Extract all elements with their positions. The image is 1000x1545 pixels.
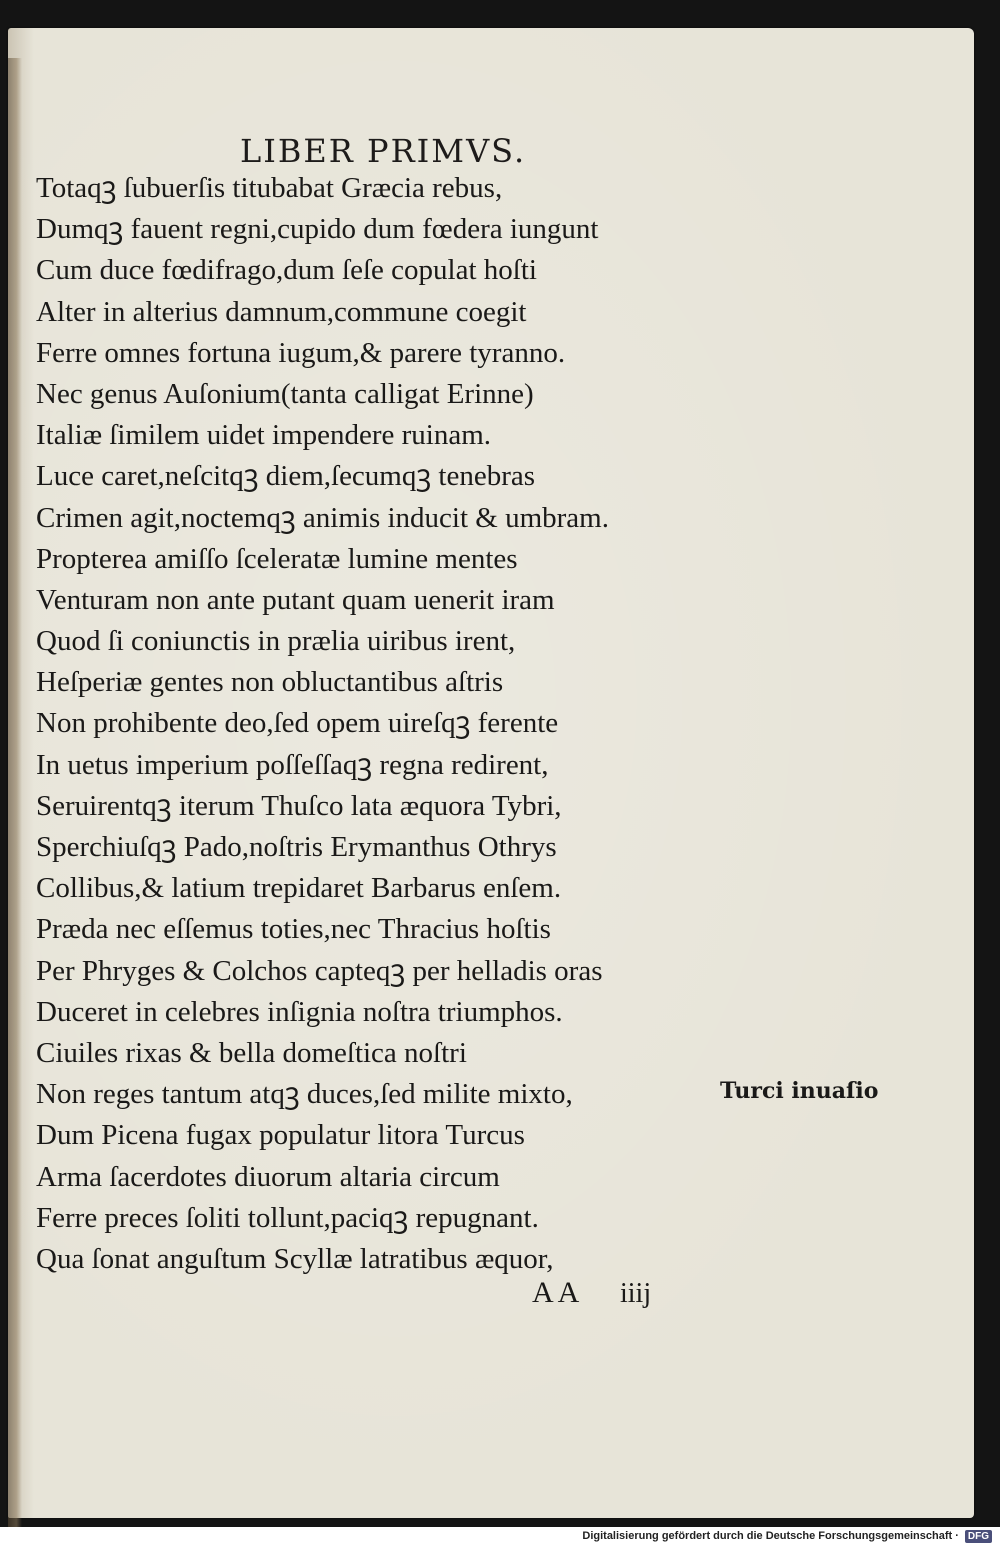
verse-line: Seruirentqꝫ iterum Thuſco lata æquora Tybri,	[36, 789, 562, 822]
verse-line: Nec genus Auſonium(tanta calligat Erinne)	[36, 377, 534, 410]
verse-line: Totaqꝫ ſubuerſis titubabat Græcia rebus,	[36, 172, 503, 204]
verse-line: Luce caret,neſcitqꝫ diem,ſecumqꝫ tenebras	[36, 460, 536, 493]
verse-line: In uetus imperium poſſeſſaqꝫ regna redirent,	[36, 748, 549, 781]
verse-line: Alter in alterius damnum,commune coegit	[36, 295, 527, 328]
verse-line: Crimen agit,noctemqꝫ animis inducit & umbram.	[36, 501, 609, 534]
verse-line: Ciuiles rixas & bella domeſtica noſtri	[36, 1036, 467, 1069]
verse-line: Collibus,& latium trepidaret Barbarus enſem.	[36, 872, 562, 905]
verse-line: Non prohibente deo,ſed opem uireſqꝫ ferente	[36, 707, 559, 740]
verse-line: Duceret in celebres inſignia noſtra triumphos.	[36, 995, 563, 1028]
book-page	[8, 28, 974, 1518]
running-head: LIBER PRIMVS.	[240, 132, 527, 170]
folio-number: iiij	[620, 1278, 652, 1309]
signature-mark: AA	[532, 1276, 584, 1309]
footer-credit	[582, 1527, 1000, 1545]
verse-line: Arma ſacerdotes diuorum altaria circum	[36, 1160, 500, 1193]
dfg-logo-icon[interactable]: DFG	[965, 1530, 992, 1543]
verse-line: Venturam non ante putant quam uenerit iram	[36, 583, 555, 616]
footer-credit-text: Digitalisierung gefördert durch die Deutsche Forschungsgemeinschaft ·	[582, 1530, 959, 1542]
verse-line: Præda nec eſſemus toties,nec Thracius hoſtis	[36, 913, 551, 946]
verse-line: Non reges tantum atqꝫ duces,ſed milite mixto,	[36, 1078, 573, 1111]
verse-line: Propterea amiſſo ſceleratæ lumine mentes	[36, 542, 518, 575]
margin-note: Turci inuaſio	[720, 1078, 879, 1104]
verse-line: Heſperiæ gentes non obluctantibus aſtris	[36, 666, 504, 699]
verse-line: Quod ſi coniunctis in prælia uiribus irent,	[36, 625, 516, 658]
verse-line: Sperchiuſqꝫ Pado,noſtris Erymanthus Othrys	[36, 831, 557, 863]
page-binding-edge	[8, 58, 22, 1527]
verse-line: Dum Picena fugax populatur litora Turcus	[36, 1119, 525, 1152]
verse-line: Dumqꝫ fauent regni,cupido dum fœdera iungunt	[36, 213, 599, 246]
verse-line: Cum duce fœdifrago,dum ſeſe copulat hoſti	[36, 254, 537, 287]
verse-line: Ferre omnes fortuna iugum,& parere tyranno.	[36, 336, 566, 369]
verse-line: Qua ſonat anguſtum Scyllæ latratibus æquor,	[36, 1242, 554, 1275]
verse-line: Per Phryges & Colchos capteqꝫ per helladis oras	[36, 954, 603, 987]
verse-text	[36, 168, 609, 1280]
verse-line: Ferre preces ſoliti tollunt,paciqꝫ repugnant.	[36, 1201, 539, 1234]
verse-line: Italiæ ſimilem uidet impendere ruinam.	[36, 419, 492, 452]
